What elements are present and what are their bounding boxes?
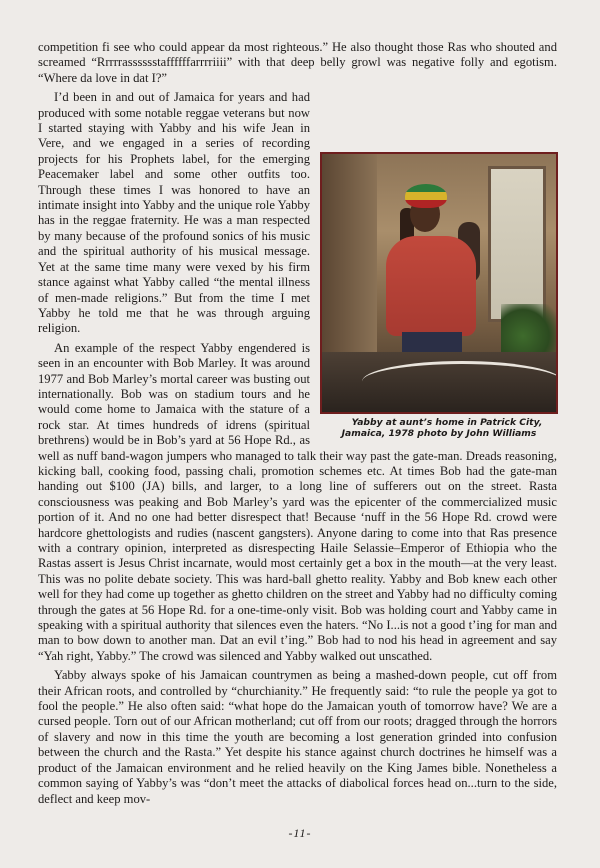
paragraph-2-text: I’d been in and out of Jamaica for years and had produced with some notable reggae veterans but now I started staying with Yabby and his wife Jean in Vere, and we engaged in a series of recording projects for his Prophets label, for the emerging Peacemaker label and some other outfits too. Through these times I was honored to have an intimate insight into Yabby and the unique role Yabby has in the reggae fraternity. He was a man respected by many because of the profound sonics of his music and the spiritual authority of his musical message. Yet at the same time many were vexed by his firm stance against what Yabby called “the mental illness of men-made religions.” But from the time I met Yabby he told me that he was through arguing religion. <box>38 90 310 336</box>
photo-caption-line-2: Jamaica, 1978 photo by John Williams <box>341 428 537 440</box>
page-number: -11- <box>288 826 312 840</box>
photo-figure <box>320 152 558 439</box>
paragraph-4: Yabby always spoke of his Jamaican countrymen as being a mashed-down people, cut off from their African roots, and controlled by “churchianity.” He frequently said: “to rule the people ya got to fool the people.” He also often said: “what hope do the Jamaican youth of tomorrow have? We are a cursed people. Torn out of our African motherland; cut off from our roots; dragged through the horrors of slavery and now in this time the youth are becoming a lost generation grinded into confusion between the church and the Rasta.” Yet despite his stance against church doctrines he himself was a product of the Jamaican environment and he relied heavily on the King James bible. Nonetheless a common saying of Yabby’s was “don’t meet the attacks of diabolical forces head on...turn to the side, deflect and keep mov- <box>38 668 557 806</box>
photo-caption <box>320 417 558 439</box>
photo-yabby <box>320 152 558 414</box>
paragraph-1: competition fi see who could appear da most righteous.” He also thought those Ras who shouted and screamed “Rrrrrasssssstaffffffarrrriiii” with that deep belly growl was negative folly and egotism. “Where da love in dat I?” <box>38 40 557 85</box>
photo-caption-line-1: Yabby at aunt’s home in Patrick City, <box>351 417 543 429</box>
paragraph-2 <box>38 90 557 440</box>
paragraph-3-text: An example of the respect Yabby engendered is seen in an encounter with Bob Marley. It was around 1977 and Bob Marley’s mortal career was busting out internationally. Bob was on stadium tours and he would come home to Jamaica with the stature of a rock star. At times hundreds of idrens (spiritual brethrens) would be in Bob’s yard at 56 Hope Rd., as well as nuff band-wagon jumpers who managed to talk their way past the gate-man. Dreads reasoning, kicking ball, cooking food, passing chali, promotion schemes etc. At times Bob had the gate-man handing out $100 (JA) bills, and larger, to a long line of sufferers out on the street. Rasta consciousness was peaking and Bob Marley’s yard was the epicenter of the commercialized music portion of it. And no one had better disrespect that! Because ‘nuff in the 56 Hope Rd. crowd were hardcore ghettologists and rudies (nascent gangsters). Anyone daring to come into that Ras presence with a contrary opinion, interpreted as disrespecting Haile Selassie–Emperor of Ethiopia who the Rastas assert is Jesus Christ incarnate, would most certainly get a box in the mouth—at the very least. This was no polite debate society. This was hard-ball ghetto reality. Yabby and Bob knew each other well for they had come up together as ghetto children on the street and Yabby had no difficulty coming through the gates at 56 Hope Rd. for a one-time-only visit. Bob was holding court and Yabby came in speaking with a spiritual authority that silences even the haters. “No I...is not a good t’ing for man and man to bow down to another man. Dat an evil t’ing.” Bob had to nod his head in agreement and say “Yah right, Yabby.” The crowd was silenced and Yabby walked out unscathed. <box>38 340 557 663</box>
